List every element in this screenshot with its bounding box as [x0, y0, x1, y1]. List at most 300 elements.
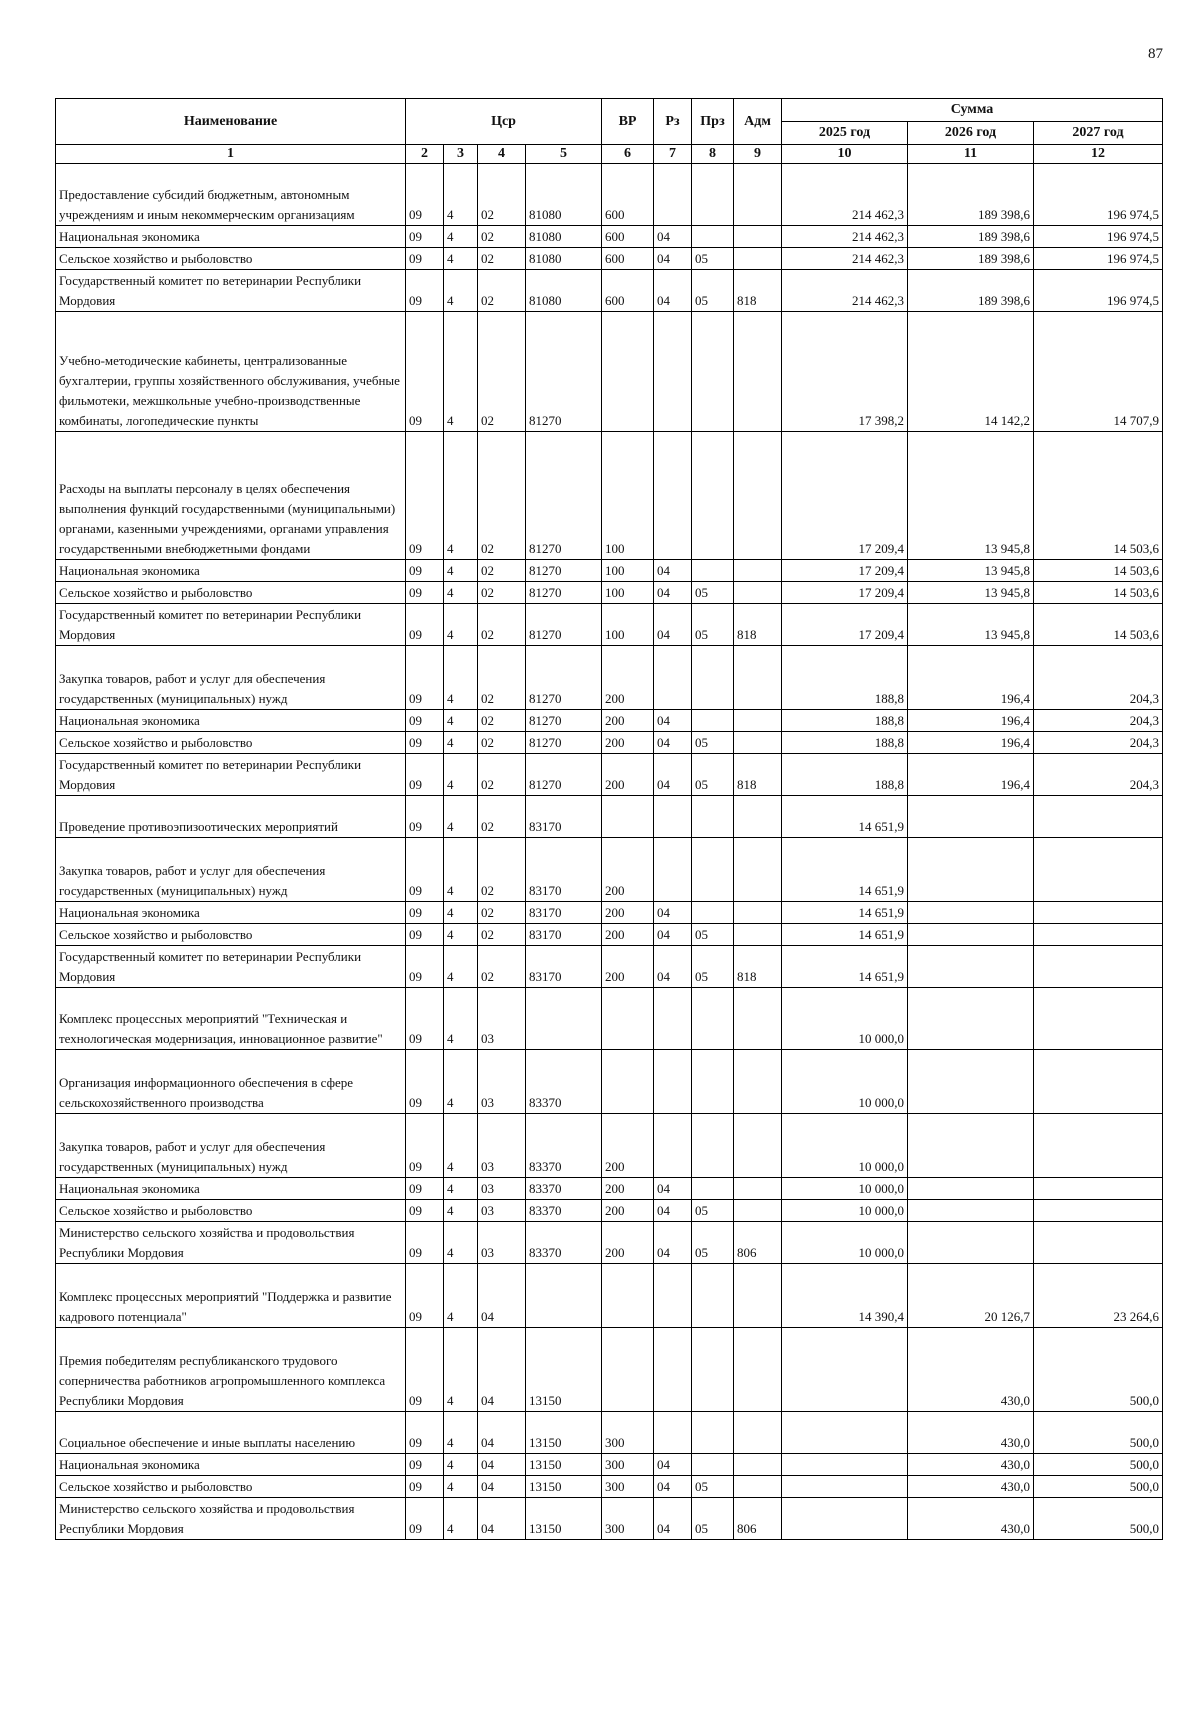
- cell-vr: 200: [602, 1222, 654, 1264]
- cell-adm: [734, 796, 782, 838]
- cell-prz: [692, 432, 734, 560]
- cell-sum-2026: 13 945,8: [908, 604, 1034, 646]
- table-row: [56, 248, 1163, 270]
- cell-rz: [654, 796, 692, 838]
- cell-prz: [692, 164, 734, 226]
- cell-csr-direction: 81270: [526, 732, 602, 754]
- header-year-2027: 2027 год: [1034, 122, 1163, 145]
- cell-csr-program: 09: [406, 1264, 444, 1328]
- cell-sum-2026: 13 945,8: [908, 560, 1034, 582]
- cell-csr-type: 4: [444, 754, 478, 796]
- cell-name: Учебно-методические кабинеты, централизованные бухгалтерии, группы хозяйственного обслуживания, учебные фильмотеки, межшкольные учебно-производственные комбинаты, логопедические пункты: [56, 312, 406, 432]
- cell-sum-2027: 196 974,5: [1034, 226, 1163, 248]
- cell-rz: [654, 1114, 692, 1178]
- cell-sum-2026: [908, 1222, 1034, 1264]
- cell-vr: 200: [602, 946, 654, 988]
- cell-sum-2026: [908, 1050, 1034, 1114]
- cell-rz: 04: [654, 946, 692, 988]
- cell-csr-direction: 83170: [526, 796, 602, 838]
- cell-vr: 200: [602, 754, 654, 796]
- cell-rz: 04: [654, 754, 692, 796]
- cell-vr: 600: [602, 164, 654, 226]
- cell-sum-2026: [908, 902, 1034, 924]
- cell-sum-2025: 10 000,0: [782, 1114, 908, 1178]
- cell-sum-2026: 196,4: [908, 710, 1034, 732]
- cell-csr-type: 4: [444, 902, 478, 924]
- cell-csr-type: 4: [444, 796, 478, 838]
- cell-prz: 05: [692, 1200, 734, 1222]
- cell-rz: [654, 646, 692, 710]
- cell-csr-direction: 83170: [526, 924, 602, 946]
- cell-vr: 200: [602, 924, 654, 946]
- cell-sum-2025: [782, 1454, 908, 1476]
- column-number: 2: [406, 145, 444, 164]
- cell-csr-program: 09: [406, 732, 444, 754]
- budget-table: [55, 98, 1163, 1540]
- cell-rz: [654, 432, 692, 560]
- cell-sum-2026: [908, 1200, 1034, 1222]
- cell-name: Национальная экономика: [56, 560, 406, 582]
- cell-csr-program: 09: [406, 432, 444, 560]
- cell-csr-program: 09: [406, 1178, 444, 1200]
- cell-adm: [734, 248, 782, 270]
- cell-csr-complex: 02: [478, 248, 526, 270]
- cell-vr: 200: [602, 902, 654, 924]
- cell-csr-type: 4: [444, 646, 478, 710]
- cell-csr-complex: 02: [478, 646, 526, 710]
- cell-rz: 04: [654, 1498, 692, 1540]
- table-row: [56, 226, 1163, 248]
- cell-name: Национальная экономика: [56, 1454, 406, 1476]
- cell-csr-direction: [526, 1264, 602, 1328]
- cell-csr-complex: 02: [478, 796, 526, 838]
- cell-rz: 04: [654, 732, 692, 754]
- cell-sum-2025: 188,8: [782, 710, 908, 732]
- cell-name: Национальная экономика: [56, 710, 406, 732]
- cell-vr: [602, 796, 654, 838]
- cell-csr-direction: 83170: [526, 838, 602, 902]
- cell-sum-2026: 189 398,6: [908, 248, 1034, 270]
- cell-name: Организация информационного обеспечения в сфере сельскохозяйственного производства: [56, 1050, 406, 1114]
- cell-sum-2025: [782, 1498, 908, 1540]
- cell-csr-complex: 02: [478, 312, 526, 432]
- cell-csr-complex: 04: [478, 1454, 526, 1476]
- cell-rz: [654, 988, 692, 1050]
- cell-csr-program: 09: [406, 1200, 444, 1222]
- cell-csr-type: 4: [444, 1476, 478, 1498]
- column-number: 1: [56, 145, 406, 164]
- cell-vr: 600: [602, 248, 654, 270]
- cell-csr-type: 4: [444, 1178, 478, 1200]
- cell-csr-complex: 03: [478, 988, 526, 1050]
- cell-vr: 100: [602, 582, 654, 604]
- header-sum: Сумма: [782, 99, 1163, 122]
- cell-adm: [734, 582, 782, 604]
- table-row: [56, 1476, 1163, 1498]
- cell-csr-direction: 81270: [526, 604, 602, 646]
- cell-csr-program: 09: [406, 902, 444, 924]
- cell-prz: 05: [692, 946, 734, 988]
- cell-vr: 200: [602, 732, 654, 754]
- table-row: [56, 710, 1163, 732]
- cell-csr-complex: 03: [478, 1200, 526, 1222]
- cell-adm: [734, 710, 782, 732]
- cell-adm: [734, 988, 782, 1050]
- cell-sum-2025: 10 000,0: [782, 1222, 908, 1264]
- cell-prz: [692, 312, 734, 432]
- cell-sum-2026: [908, 796, 1034, 838]
- cell-sum-2025: 14 651,9: [782, 924, 908, 946]
- cell-vr: [602, 1264, 654, 1328]
- cell-csr-program: 09: [406, 560, 444, 582]
- cell-name: Премия победителям республиканского трудового соперничества работников агропромышленного комплекса Республики Мордовия: [56, 1328, 406, 1412]
- table-row: [56, 1328, 1163, 1412]
- cell-csr-type: 4: [444, 1454, 478, 1476]
- cell-sum-2025: 10 000,0: [782, 1050, 908, 1114]
- table-row: [56, 560, 1163, 582]
- table-row: [56, 796, 1163, 838]
- cell-name: Государственный комитет по ветеринарии Республики Мордовия: [56, 754, 406, 796]
- cell-sum-2027: [1034, 1050, 1163, 1114]
- cell-csr-type: 4: [444, 710, 478, 732]
- cell-adm: [734, 1114, 782, 1178]
- cell-csr-direction: [526, 988, 602, 1050]
- cell-csr-direction: 13150: [526, 1476, 602, 1498]
- cell-sum-2027: [1034, 1114, 1163, 1178]
- cell-prz: [692, 838, 734, 902]
- cell-sum-2025: [782, 1328, 908, 1412]
- cell-csr-program: 09: [406, 582, 444, 604]
- cell-prz: [692, 1264, 734, 1328]
- cell-csr-direction: 81270: [526, 560, 602, 582]
- cell-csr-program: 09: [406, 646, 444, 710]
- cell-name: Социальное обеспечение и иные выплаты населению: [56, 1412, 406, 1454]
- cell-prz: [692, 1454, 734, 1476]
- cell-sum-2025: [782, 1412, 908, 1454]
- cell-sum-2027: 204,3: [1034, 710, 1163, 732]
- cell-csr-program: 09: [406, 1412, 444, 1454]
- cell-sum-2025: 214 462,3: [782, 270, 908, 312]
- cell-csr-complex: 02: [478, 946, 526, 988]
- cell-name: Сельское хозяйство и рыболовство: [56, 582, 406, 604]
- cell-csr-program: 09: [406, 1328, 444, 1412]
- table-row: [56, 1114, 1163, 1178]
- cell-name: Закупка товаров, работ и услуг для обеспечения государственных (муниципальных) нужд: [56, 646, 406, 710]
- cell-vr: 100: [602, 560, 654, 582]
- cell-adm: [734, 1178, 782, 1200]
- cell-vr: 600: [602, 270, 654, 312]
- cell-sum-2027: [1034, 1178, 1163, 1200]
- cell-sum-2026: [908, 988, 1034, 1050]
- cell-adm: [734, 732, 782, 754]
- cell-csr-program: 09: [406, 1222, 444, 1264]
- cell-sum-2026: [908, 1178, 1034, 1200]
- cell-adm: [734, 432, 782, 560]
- header-vr: ВР: [602, 99, 654, 145]
- cell-sum-2027: 500,0: [1034, 1412, 1163, 1454]
- cell-rz: 04: [654, 902, 692, 924]
- header-year-2026: 2026 год: [908, 122, 1034, 145]
- cell-csr-program: 09: [406, 1114, 444, 1178]
- header-csr: Цср: [406, 99, 602, 145]
- cell-csr-type: 4: [444, 988, 478, 1050]
- cell-adm: [734, 924, 782, 946]
- cell-sum-2027: 204,3: [1034, 646, 1163, 710]
- cell-sum-2025: 14 651,9: [782, 946, 908, 988]
- cell-name: Комплекс процессных мероприятий "Техническая и технологическая модернизация, инновационное развитие": [56, 988, 406, 1050]
- table-row: [56, 646, 1163, 710]
- cell-csr-type: 4: [444, 226, 478, 248]
- cell-adm: [734, 838, 782, 902]
- cell-csr-program: 09: [406, 604, 444, 646]
- column-number: 3: [444, 145, 478, 164]
- cell-csr-direction: 81270: [526, 754, 602, 796]
- cell-vr: 200: [602, 1178, 654, 1200]
- cell-adm: [734, 312, 782, 432]
- cell-name: Национальная экономика: [56, 226, 406, 248]
- cell-csr-direction: 81080: [526, 270, 602, 312]
- cell-sum-2027: [1034, 902, 1163, 924]
- cell-csr-direction: 81270: [526, 710, 602, 732]
- cell-vr: [602, 1050, 654, 1114]
- cell-csr-direction: 83370: [526, 1114, 602, 1178]
- cell-sum-2026: 430,0: [908, 1454, 1034, 1476]
- table-row: [56, 432, 1163, 560]
- cell-csr-program: 09: [406, 248, 444, 270]
- cell-csr-program: 09: [406, 1454, 444, 1476]
- cell-sum-2026: 430,0: [908, 1498, 1034, 1540]
- cell-prz: [692, 1050, 734, 1114]
- cell-csr-program: 09: [406, 838, 444, 902]
- cell-csr-direction: 81270: [526, 312, 602, 432]
- cell-csr-type: 4: [444, 1264, 478, 1328]
- cell-csr-type: 4: [444, 1328, 478, 1412]
- cell-csr-type: 4: [444, 164, 478, 226]
- cell-csr-direction: 83370: [526, 1200, 602, 1222]
- cell-csr-direction: 13150: [526, 1328, 602, 1412]
- cell-name: Расходы на выплаты персоналу в целях обеспечения выполнения функций государственными (муниципальными) органами, казенными учреждениями, органами управления государственными внебюджетными фондами: [56, 432, 406, 560]
- cell-csr-type: 4: [444, 270, 478, 312]
- cell-csr-type: 4: [444, 560, 478, 582]
- table-row: [56, 582, 1163, 604]
- cell-sum-2027: 14 503,6: [1034, 582, 1163, 604]
- cell-prz: 05: [692, 924, 734, 946]
- cell-csr-program: 09: [406, 1050, 444, 1114]
- cell-sum-2025: 14 651,9: [782, 838, 908, 902]
- cell-rz: [654, 1412, 692, 1454]
- cell-rz: 04: [654, 248, 692, 270]
- cell-sum-2025: 188,8: [782, 646, 908, 710]
- table-row: [56, 988, 1163, 1050]
- cell-sum-2027: 14 503,6: [1034, 560, 1163, 582]
- table-row: [56, 604, 1163, 646]
- cell-prz: 05: [692, 754, 734, 796]
- cell-csr-program: 09: [406, 270, 444, 312]
- table-row: [56, 902, 1163, 924]
- cell-sum-2026: 189 398,6: [908, 164, 1034, 226]
- cell-vr: 200: [602, 1200, 654, 1222]
- cell-adm: 818: [734, 754, 782, 796]
- table-row: [56, 754, 1163, 796]
- cell-csr-direction: 81270: [526, 432, 602, 560]
- header-adm: Адм: [734, 99, 782, 145]
- cell-rz: [654, 1050, 692, 1114]
- table-row: [56, 924, 1163, 946]
- cell-adm: [734, 1476, 782, 1498]
- cell-rz: 04: [654, 270, 692, 312]
- header-prz: Прз: [692, 99, 734, 145]
- cell-name: Проведение противоэпизоотических мероприятий: [56, 796, 406, 838]
- cell-csr-complex: 02: [478, 754, 526, 796]
- cell-adm: [734, 226, 782, 248]
- cell-sum-2025: 17 209,4: [782, 604, 908, 646]
- cell-adm: [734, 646, 782, 710]
- header-name: Наименование: [56, 99, 406, 145]
- table-row: [56, 312, 1163, 432]
- cell-sum-2026: 13 945,8: [908, 432, 1034, 560]
- table-row: [56, 1264, 1163, 1328]
- cell-csr-complex: 02: [478, 164, 526, 226]
- cell-rz: 04: [654, 1222, 692, 1264]
- column-number: 11: [908, 145, 1034, 164]
- table-row: [56, 1498, 1163, 1540]
- cell-prz: [692, 560, 734, 582]
- cell-adm: [734, 902, 782, 924]
- cell-prz: [692, 646, 734, 710]
- cell-sum-2025: 14 390,4: [782, 1264, 908, 1328]
- cell-csr-program: 09: [406, 796, 444, 838]
- cell-rz: 04: [654, 1178, 692, 1200]
- cell-csr-complex: 02: [478, 560, 526, 582]
- cell-rz: [654, 1264, 692, 1328]
- column-number: 10: [782, 145, 908, 164]
- cell-prz: [692, 988, 734, 1050]
- column-number: 4: [478, 145, 526, 164]
- cell-sum-2025: 14 651,9: [782, 796, 908, 838]
- cell-adm: 818: [734, 604, 782, 646]
- cell-name: Государственный комитет по ветеринарии Республики Мордовия: [56, 604, 406, 646]
- cell-csr-complex: 02: [478, 582, 526, 604]
- cell-sum-2027: 204,3: [1034, 732, 1163, 754]
- cell-sum-2025: 17 209,4: [782, 560, 908, 582]
- cell-csr-direction: 83370: [526, 1050, 602, 1114]
- cell-vr: 300: [602, 1498, 654, 1540]
- cell-csr-type: 4: [444, 248, 478, 270]
- cell-csr-complex: 02: [478, 710, 526, 732]
- cell-sum-2026: 196,4: [908, 754, 1034, 796]
- cell-name: Государственный комитет по ветеринарии Республики Мордовия: [56, 946, 406, 988]
- cell-csr-program: 09: [406, 1476, 444, 1498]
- cell-adm: [734, 1200, 782, 1222]
- cell-csr-program: 09: [406, 1498, 444, 1540]
- column-number: 9: [734, 145, 782, 164]
- cell-sum-2025: 17 209,4: [782, 582, 908, 604]
- cell-sum-2025: 17 209,4: [782, 432, 908, 560]
- cell-name: Министерство сельского хозяйства и продовольствия Республики Мордовия: [56, 1498, 406, 1540]
- cell-sum-2026: [908, 924, 1034, 946]
- cell-name: Сельское хозяйство и рыболовство: [56, 1200, 406, 1222]
- header-rz: Рз: [654, 99, 692, 145]
- cell-csr-direction: 83370: [526, 1178, 602, 1200]
- cell-sum-2027: [1034, 1222, 1163, 1264]
- cell-sum-2027: 196 974,5: [1034, 248, 1163, 270]
- cell-sum-2027: [1034, 838, 1163, 902]
- cell-csr-direction: 81080: [526, 248, 602, 270]
- cell-sum-2026: 189 398,6: [908, 270, 1034, 312]
- cell-vr: [602, 1328, 654, 1412]
- cell-rz: 04: [654, 1454, 692, 1476]
- cell-name: Сельское хозяйство и рыболовство: [56, 732, 406, 754]
- cell-csr-program: 09: [406, 946, 444, 988]
- cell-sum-2025: 188,8: [782, 754, 908, 796]
- cell-csr-type: 4: [444, 1114, 478, 1178]
- cell-csr-type: 4: [444, 432, 478, 560]
- cell-name: Государственный комитет по ветеринарии Республики Мордовия: [56, 270, 406, 312]
- cell-csr-type: 4: [444, 924, 478, 946]
- column-number: 12: [1034, 145, 1163, 164]
- cell-rz: 04: [654, 710, 692, 732]
- cell-sum-2025: 10 000,0: [782, 988, 908, 1050]
- cell-csr-program: 09: [406, 924, 444, 946]
- cell-sum-2025: 17 398,2: [782, 312, 908, 432]
- cell-csr-complex: 02: [478, 732, 526, 754]
- cell-vr: 300: [602, 1412, 654, 1454]
- cell-csr-type: 4: [444, 946, 478, 988]
- cell-sum-2026: 189 398,6: [908, 226, 1034, 248]
- table-row: [56, 1412, 1163, 1454]
- cell-sum-2026: 430,0: [908, 1328, 1034, 1412]
- cell-prz: [692, 902, 734, 924]
- cell-vr: [602, 312, 654, 432]
- cell-rz: 04: [654, 582, 692, 604]
- cell-prz: 05: [692, 270, 734, 312]
- cell-sum-2025: 214 462,3: [782, 248, 908, 270]
- cell-vr: 100: [602, 432, 654, 560]
- cell-sum-2027: 14 503,6: [1034, 604, 1163, 646]
- cell-prz: 05: [692, 1222, 734, 1264]
- cell-adm: 806: [734, 1222, 782, 1264]
- cell-sum-2026: 430,0: [908, 1476, 1034, 1498]
- cell-sum-2026: 20 126,7: [908, 1264, 1034, 1328]
- cell-sum-2025: 188,8: [782, 732, 908, 754]
- cell-prz: [692, 1114, 734, 1178]
- cell-sum-2025: 10 000,0: [782, 1200, 908, 1222]
- cell-name: Национальная экономика: [56, 1178, 406, 1200]
- table-row: [56, 1454, 1163, 1476]
- cell-csr-direction: 81270: [526, 646, 602, 710]
- column-numbers-row: [56, 145, 1163, 164]
- cell-vr: 300: [602, 1476, 654, 1498]
- cell-sum-2027: 500,0: [1034, 1498, 1163, 1540]
- cell-sum-2026: 430,0: [908, 1412, 1034, 1454]
- cell-rz: [654, 164, 692, 226]
- cell-rz: [654, 1328, 692, 1412]
- cell-prz: 05: [692, 732, 734, 754]
- cell-csr-direction: 13150: [526, 1498, 602, 1540]
- cell-rz: 04: [654, 226, 692, 248]
- cell-vr: 200: [602, 838, 654, 902]
- cell-sum-2026: 196,4: [908, 732, 1034, 754]
- cell-csr-complex: 04: [478, 1476, 526, 1498]
- column-number: 6: [602, 145, 654, 164]
- cell-csr-complex: 03: [478, 1050, 526, 1114]
- cell-prz: [692, 1412, 734, 1454]
- cell-csr-complex: 04: [478, 1412, 526, 1454]
- cell-adm: [734, 560, 782, 582]
- cell-csr-type: 4: [444, 312, 478, 432]
- cell-sum-2026: 196,4: [908, 646, 1034, 710]
- cell-csr-direction: 81080: [526, 226, 602, 248]
